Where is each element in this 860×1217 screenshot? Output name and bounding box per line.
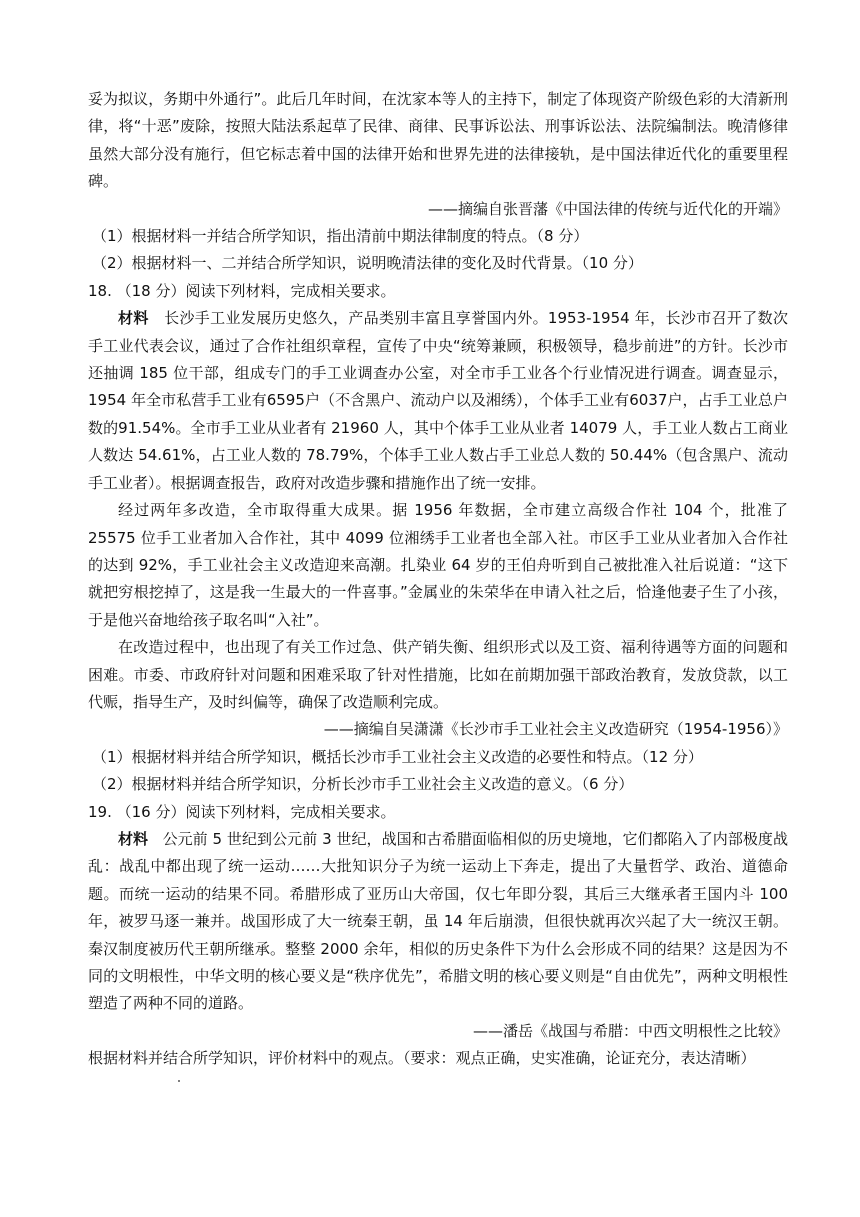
q18-material-label: 材料 [118,309,149,328]
q19-para1-text: 公元前 5 世纪到公元前 3 世纪，战国和古希腊面临相似的历史境地，它们都陷入了内部极度战乱：战乱中都出现了统一运动……大批知识分子为统一运动上下奔走，提出了大量哲学、政治、道德命题。而统一运动的结果不同。希腊形成了亚历山大帝国，仅七年即分裂，其后三大继承者王国内斗 100 年，被罗马逐一兼并。战国形成了大一统秦王朝，虽 14 年后崩溃，但很快就再次兴起了大一统汉王朝。秦汉制度被历代王朝所继承。整整 2000 余年，相似的历史条件下为什么会形成不同的结果？这是因为不同的文明根性，中华文明的核心要义是“秩序优先”，希腊文明的核心要义则是“自由优先”，两种文明根性塑造了两种不同的道路。 [88,829,788,1013]
q17-source: ——摘编自张晋藩《中国法律的传统与近代化的开端》 [427,199,788,218]
q18-material-para3: 在改造过程中，也出现了有关工作过急、供产销失衡、组织形式以及工资、福利待遇等方面的问题和困难。市委、市政府针对问题和困难采取了针对性措施，比如在前期加强干部政治教育，发放贷款，以工代赈，指导生产，及时纠偏等，确保了改造顺利完成。 [88,638,788,711]
q17-material-paragraph: 妥为拟议，务期中外通行”。此后几年时间，在沈家本等人的主持下，制定了体现资产阶级色彩的大清新刑律，将“十恶”废除，按照大陆法系起草了民律、商律、民事诉讼法、刑事诉讼法、法院编制法。晚清修律虽然大部分没有施行，但它标志着中国的法律开始和世界先进的法律接轨，是中国法律近代化的重要里程碑。 [88,90,788,191]
q18-source: ——摘编自吴潇潇《长沙市手工业社会主义改造研究（1954-1956）》 [323,720,788,739]
q19-task: 根据材料并结合所学知识，评价材料中的观点。（要求：观点正确，史实准确，论证充分，表达清晰） [88,1049,756,1068]
q18-material-para2: 经过两年多改造，全市取得重大成果。据 1956 年数据，全市建立高级合作社 104 个，批准了 25575 位手工业者加入合作社，其中 4099 位湘绣手工业者也全部入社。市区手工业从业者加入合作社的达到 92%，手工业社会主义改造迎来高潮。扎染业 64 岁的王伯舟听到自己被批准入社后说道：“这下就把穷根挖掉了，这是我一生最大的一件喜事。”金属业的朱荣华在申请入社之后，恰逢他妻子生了小孩，于是他兴奋地给孩子取名叫“入社”。 [88,501,788,629]
q19-material-label: 材料 [118,829,149,848]
q19-header: 19. （16 分）阅读下列材料，完成相关要求。 [88,802,396,821]
q18-para1-text: 长沙手工业发展历史悠久，产品类别丰富且享誉国内外。1953-1954 年，长沙市召开了数次手工业代表会议，通过了合作社组织章程，宣传了中央“统筹兼顾，积极领导，稳步前进”的方针。长沙市还抽调 185 位干部，组成专门的手工业调查办公室，对全市手工业各个行业情况进行调查。调查显示，1954 年全市私营手工业有6595户（不含黑户、流动户以及湘绣），个体手工业有6037户，占手工业总户数的91.54%。全市手工业从业者有 21960 人，其中个体手工业从业者 14079 人，手工业人数占工商业人数达 54.61%，占工业人数的 78.79%，个体手工业人数占手工业总人数的 50.44%（包含黑户、流动手工业者）。根据调查报告，政府对改造步骤和措施作出了统一安排。 [88,309,788,492]
q19-material-para1 [88,826,788,1018]
q18-sub1: （1）根据材料并结合所学知识，概括长沙市手工业社会主义改造的必要性和特点。（12 分） [92,747,703,766]
q17-sub2: （2）根据材料一、二并结合所学知识，说明晚清法律的变化及时代背景。（10 分） [92,254,643,273]
q18-header: 18. （18 分）阅读下列材料，完成相关要求。 [88,281,396,300]
q19-source: ——潘岳《战国与希腊：中西文明根性之比较》 [472,1021,788,1040]
q18-sub2: （2）根据材料并结合所学知识，分析长沙市手工业社会主义改造的意义。（6 分） [92,775,634,794]
q17-sub1: （1）根据材料一并结合所学知识，指出清前中期法律制度的特点。（8 分） [92,227,589,246]
q18-material-para1 [88,305,788,497]
stray-dot-mark [178,1080,180,1082]
exam-page [88,86,788,1073]
